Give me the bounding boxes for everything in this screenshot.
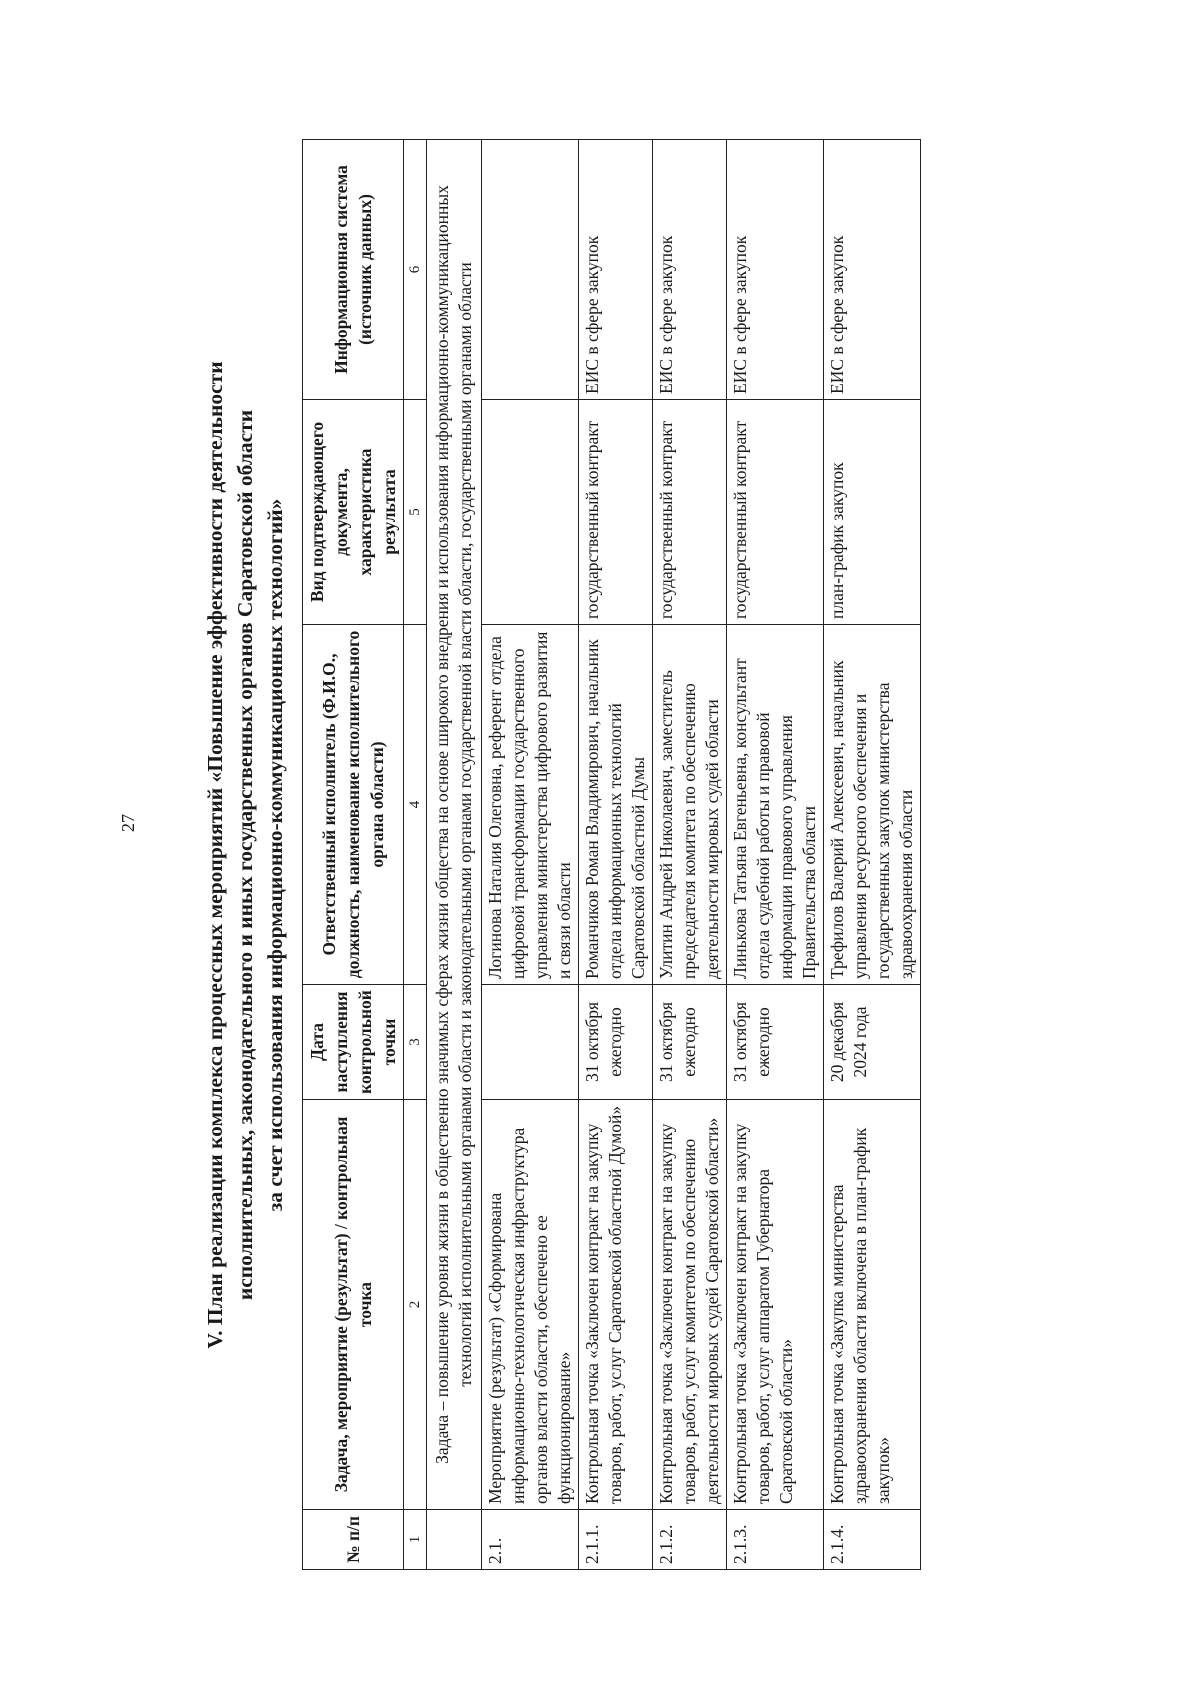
row-name: Контрольная точка «Заключен контракт на закупку товаров, работ, услуг комитетом по обеспечению деятельности мировых судей Саратовской области» [653,1100,727,1510]
title-line-3: за счет использования информационно-коммуникационных технологий» [263,498,287,1212]
row-document: план-график закупок [824,400,921,625]
title-line-1: V. План реализации комплекса процессных мероприятий «Повышение эффективности деятельности [203,361,227,1349]
plan-table [302,139,921,1570]
row-number: 2.1.3. [727,1510,824,1570]
row-name: Мероприятие (результат) «Сформирована информационно-технологическая инфраструктура органов власти области, обеспечено ее функционирование» [482,1100,579,1510]
document-title [200,140,290,1570]
column-number: 3 [404,985,427,1100]
row-date: 31 октября ежегодно [727,985,824,1100]
table-row [579,140,653,1570]
row-number: 2.1.4. [824,1510,921,1570]
row-system: ЕИС в сфере закупок [579,140,653,400]
header-row [303,140,404,1570]
row-number: 2.1.2. [653,1510,727,1570]
row-date: 20 декабря 2024 года [824,985,921,1100]
row-responsible: Романчиков Роман Владимирович, начальник отдела информационных технологий Саратовской областной Думы [579,625,653,985]
row-name: Контрольная точка «Заключен контракт на закупку товаров, работ, услуг аппаратом Губернатора Саратовской области» [727,1100,824,1510]
column-number: 5 [404,400,427,625]
task-number-cell [427,1510,482,1570]
header-responsible: Ответственный исполнитель (Ф.И.О., должность, наименование исполнительного органа области) [303,625,404,985]
row-document: государственный контракт [579,400,653,625]
row-number: 2.1.1. [579,1510,653,1570]
table-row [727,140,824,1570]
row-number: 2.1. [482,1510,579,1570]
row-system: ЕИС в сфере закупок [653,140,727,400]
header-task: Задача, мероприятие (результат) / контрольная точка [303,1100,404,1510]
table-row [824,140,921,1570]
table-row [482,140,579,1570]
rotated-sheet [200,140,1100,1570]
row-date [482,985,579,1100]
row-name: Контрольная точка «Закупка министерства здравоохранения области включена в план-график закупок» [824,1100,921,1510]
row-name: Контрольная точка «Заключен контракт на закупку товаров, работ, услуг Саратовской областной Думой» [579,1100,653,1510]
row-system [482,140,579,400]
header-system: Информационная система (источник данных) [303,140,404,400]
row-responsible: Улитин Андрей Николаевич, заместитель председателя комитета по обеспечению деятельности мировых судей области [653,625,727,985]
page-number: 27 [118,814,138,832]
column-number-row [404,140,427,1570]
row-date: 31 октября ежегодно [579,985,653,1100]
row-responsible: Логинова Наталия Олеговна, референт отдела цифровой трансформации государственного управления министерства цифрового развития и связи области [482,625,579,985]
column-number: 2 [404,1100,427,1510]
row-document [482,400,579,625]
row-system: ЕИС в сфере закупок [727,140,824,400]
row-responsible: Трефилов Валерий Алексеевич, начальник управления ресурсного обеспечения и государственных закупок министерства здравоохранения области [824,625,921,985]
row-system: ЕИС в сфере закупок [824,140,921,400]
column-number: 4 [404,625,427,985]
header-date: Дата наступления контрольной точки [303,985,404,1100]
header-document: Вид подтверждающего документа, характеристика результата [303,400,404,625]
header-number: № п/п [303,1510,404,1570]
title-line-2: исполнительных, законодательного и иных государственных органов Саратовской области [233,409,257,1301]
row-document: государственный контракт [653,400,727,625]
row-document: государственный контракт [727,400,824,625]
column-number: 6 [404,140,427,400]
task-row [427,140,482,1570]
row-responsible: Линькова Татьяна Евгеньевна, консультант отдела судебной работы и правовой информации правового управления Правительства области [727,625,824,985]
column-number: 1 [404,1510,427,1570]
table-row [653,140,727,1570]
task-text: Задача – повышение уровня жизни в общественно значимых сферах жизни общества на основе широкого внедрения и использования информационно-коммуникационных технологий исполнительными органами области и законодательными органами государственной власти области, государственными органами области [427,140,482,1510]
row-date: 31 октября ежегодно [653,985,727,1100]
